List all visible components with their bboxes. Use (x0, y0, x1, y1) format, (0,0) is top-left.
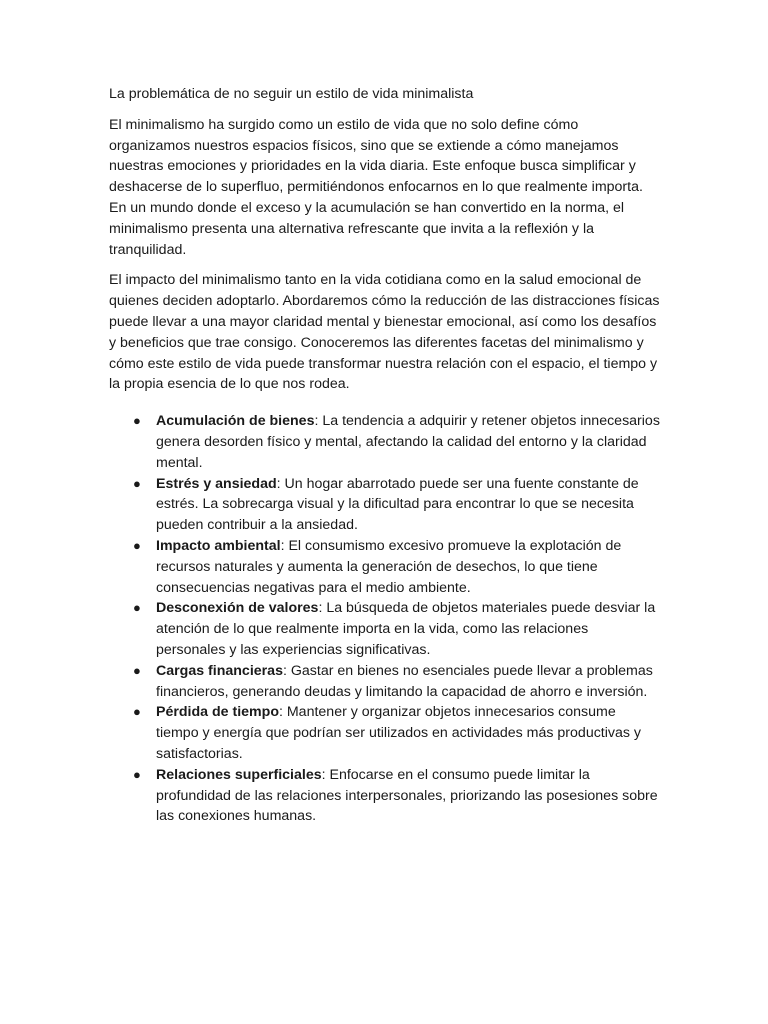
list-item-term: Estrés y ansiedad (156, 475, 277, 492)
bullet-icon: ● (133, 766, 141, 782)
bullet-icon: ● (133, 475, 141, 491)
bullet-icon: ● (133, 537, 141, 553)
list-item-text: : Gastar en bienes no esenciales puede llevar a problemas financieros, generando deudas y limitando la capacidad de ahorro e inversión. (156, 662, 653, 700)
list-item-term: Acumulación de bienes (156, 413, 315, 430)
list-item (109, 536, 661, 598)
paragraph-impact: El impacto del minimalismo tanto en la vida cotidiana como en la salud emocional de quienes deciden adoptarlo. Abordaremos cómo la reducción de las distracciones físicas puede llevar a una mayor claridad mental y bienestar emocional, así como los desafíos y beneficios que trae consigo. Conoceremos las diferentes facetas del minimalismo y cómo este estilo de vida puede transformar nuestra relación con el espacio, el tiempo y la propia esencia de lo que nos rodea. (109, 272, 660, 393)
list-item (109, 598, 661, 660)
list-item (109, 411, 661, 473)
list-item-text: : El consumismo excesivo promueve la explotación de recursos naturales y aumenta la generación de desechos, lo que tiene consecuencias negativas para el medio ambiente. (156, 537, 622, 596)
paragraph-intro: El minimalismo ha surgido como un estilo de vida que no solo define cómo organizamos nuestros espacios físicos, sino que se extiende a cómo manejamos nuestras emociones y prioridades en la vida diaria. Este enfoque busca simplificar y deshacerse de lo superfluo, permitiéndonos enfocarnos en lo que realmente importa. En un mundo donde el exceso y la acumulación se han convertido en la norma, el minimalismo presenta una alternativa refrescante que invita a la reflexión y la tranquilidad. (109, 116, 643, 258)
list-item (109, 702, 661, 764)
bullet-icon: ● (133, 413, 141, 429)
list-item (109, 474, 661, 536)
list-item (109, 765, 661, 827)
problem-list (109, 411, 661, 827)
bullet-icon: ● (133, 600, 141, 616)
list-item-term: Desconexión de valores (156, 600, 319, 617)
list-item-term: Pérdida de tiempo (156, 704, 279, 721)
list-item-text: : Un hogar abarrotado puede ser una fuente constante de estrés. La sobrecarga visual y la dificultad para encontrar lo que se necesita pueden contribuir a la ansiedad. (156, 475, 639, 534)
list-item-text: : La búsqueda de objetos materiales puede desviar la atención de lo que realmente importa en la vida, como las relaciones personales y las experiencias significativas. (156, 600, 656, 658)
list-item-text: : La tendencia a adquirir y retener objetos innecesarios genera desorden físico y mental, afectando la calidad del entorno y la claridad mental. (156, 413, 660, 471)
list-item-term: Cargas financieras (156, 662, 283, 679)
list-item-text: : Enfocarse en el consumo puede limitar la profundidad de las relaciones interpersonales, priorizando las posesiones sobre las conexiones humanas. (156, 766, 658, 825)
bullet-icon: ● (133, 704, 141, 720)
list-item-term: Impacto ambiental (156, 537, 281, 554)
list-item (109, 661, 661, 703)
list-item-text: : Mantener y organizar objetos innecesarios consume tiempo y energía que podrían ser utilizados en actividades más productivas y satisfactorias. (156, 704, 642, 762)
list-item-term: Relaciones superficiales (156, 766, 322, 783)
bullet-icon: ● (133, 662, 141, 678)
document-page (109, 84, 661, 827)
document-title: La problemática de no seguir un estilo de vida minimalista (109, 86, 474, 102)
